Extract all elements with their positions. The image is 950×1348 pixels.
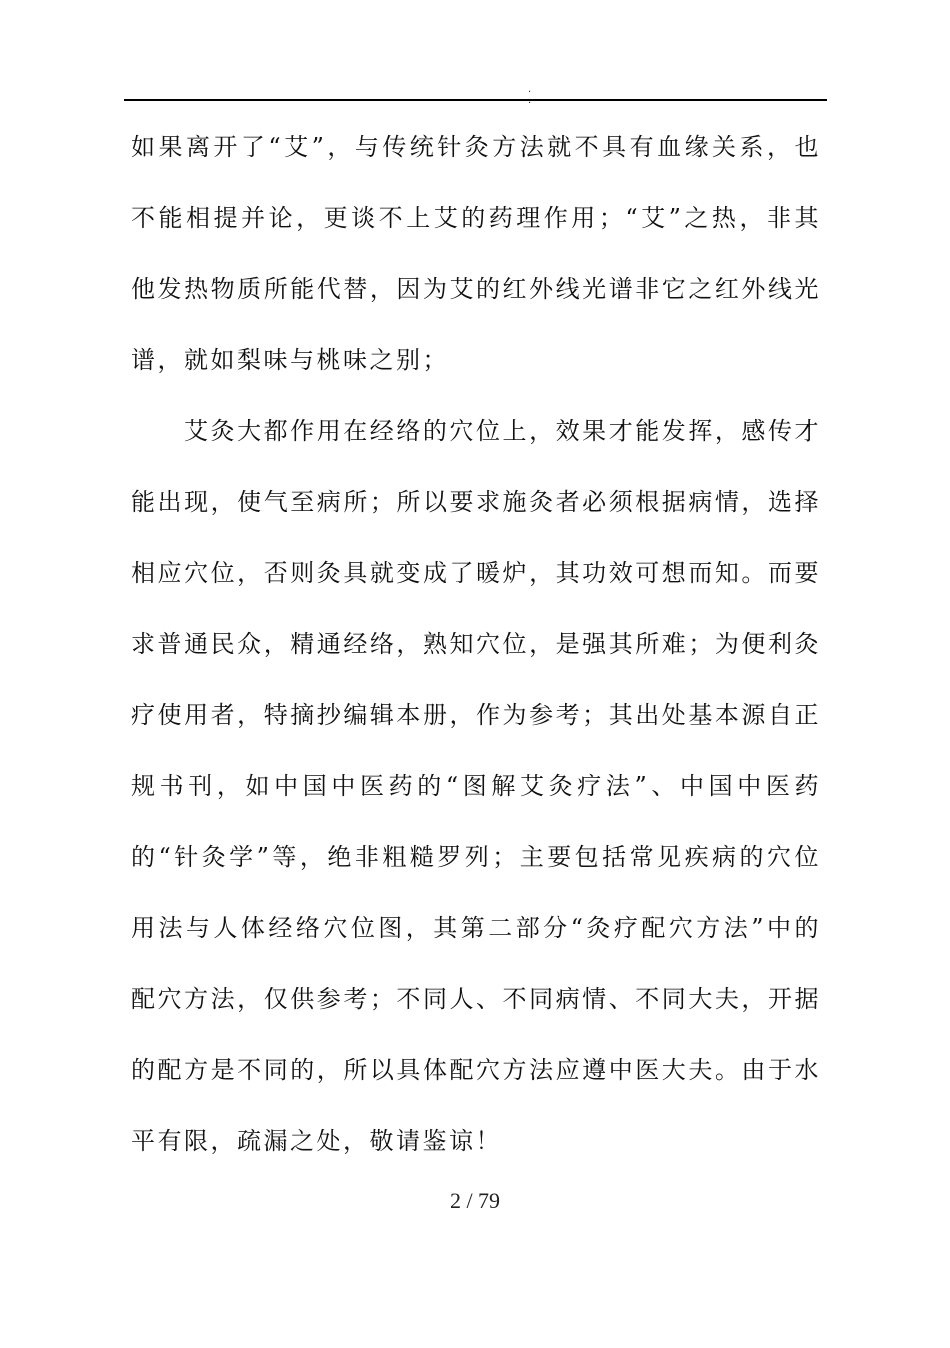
paragraph-1: 如果离开了“艾”，与传统针灸方法就不具有血缘关系，也不能相提并论，更谈不上艾的药理作用；“艾”之热，非其他发热物质所能代替，因为艾的红外线光谱非它之红外线光谱，就如梨味与桃味之别； [131,133,821,374]
document-body [131,112,821,1177]
paragraph-2: 艾灸大都作用在经络的穴位上，效果才能发挥，感传才能出现，使气至病所；所以要求施灸者必须根据病情，选择相应穴位，否则灸具就变成了暖炉，其功效可想而知。而要求普通民众，精通经络，熟知穴位，是强其所难；为便利灸疗使用者，特摘抄编辑本册，作为参考；其出处基本源自正规书刊，如中国中医药的“图解艾灸疗法”、中国中医药的“针灸学”等，绝非粗糙罗列；主要包括常见疾病的穴位用法与人体经络穴位图，其第二部分“灸疗配穴方法”中的配穴方法，仅供参考；不同人、不同病情、不同大夫，开据的配方是不同的，所以具体配穴方法应遵中医大夫。由于水平有限，疏漏之处，敬请鉴谅！ [131,417,821,1155]
header-marks: . . [528,84,562,106]
header-rule [124,99,827,101]
page-number: 2 / 79 [449,1188,501,1213]
